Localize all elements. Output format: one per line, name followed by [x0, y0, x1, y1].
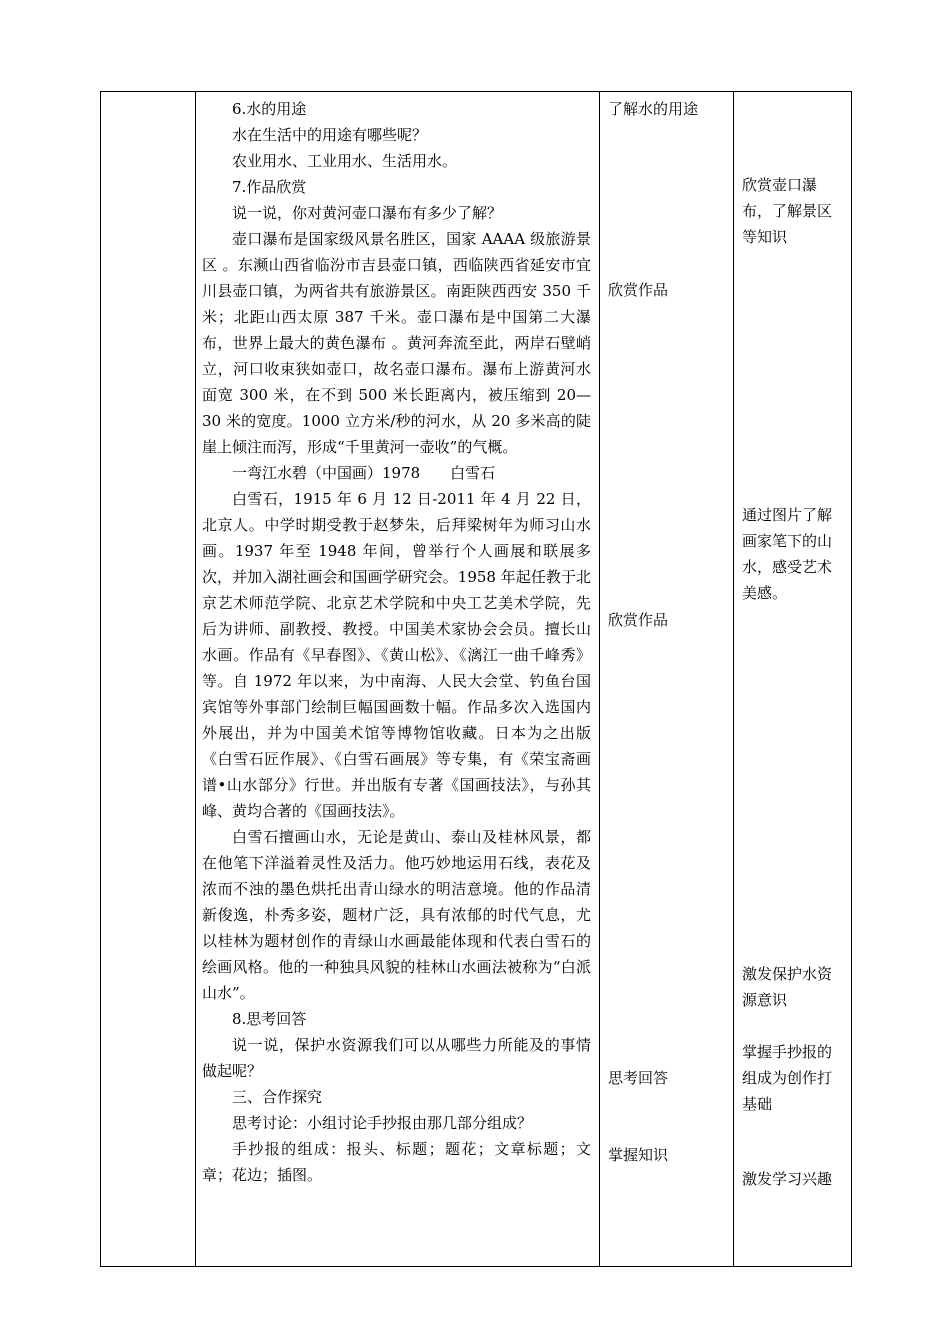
- intent-appreciate-waterfall: 欣赏壶口瀑布，了解景区等知识: [742, 176, 833, 246]
- activity-think-answer: 思考回答: [608, 1069, 669, 1087]
- teaching-content: [196, 92, 599, 1192]
- artist-style-paragraph: 白雪石擅画山水，无论是黄山、泰山及桂林风景，都在他笔下洋溢着灵性及活力。他巧妙地运用石线，表花及浓而不浊的墨色烘托出青山绿水的明洁意境。他的作品清新俊逸，朴秀多姿，题材广泛，具有浓郁的时代气息，尤以桂林为题材创作的青绿山水画最能体现和代表白雪石的绘画风格。他的一种独具风貌的桂林山水画法被称为“白派山水”。: [202, 828, 591, 1002]
- intent-newspaper-foundation: 掌握手抄报的组成为创作打基础: [742, 1043, 833, 1113]
- section-heading-think-answer: 8.思考回答: [232, 1010, 307, 1028]
- question-water-uses: 水在生活中的用途有哪些呢？: [232, 126, 428, 144]
- teaching-content-cell: [196, 92, 600, 1267]
- activity-understand-water-uses: 了解水的用途: [608, 100, 699, 118]
- intent-learning-interest: 激发学习兴趣: [742, 1170, 833, 1188]
- answer-water-uses: 农业用水、工业用水、生活用水。: [232, 152, 458, 170]
- activity-appreciate-work-1: 欣赏作品: [608, 281, 669, 299]
- hukou-waterfall-paragraph: 壶口瀑布是国家级风景名胜区，国家 AAAA 级旅游景区 。东濒山西省临汾市吉县壶口镇，西临陕西省延安市宜川县壶口镇，为两省共有旅游景区。南距陕西西安 350 千米；北距山西太原 387 千米。壶口瀑布是中国第二大瀑布，世界上最大的黄色瀑布 。黄河奔流至此，两岸石壁峭立，河口收束狭如壶口，故名壶口瀑布。瀑布上游黄河水面宽 300 米，在不到 500 米长距离内，被压缩到 20—30 米的宽度。1000 立方米/秒的河水，从 20 多米高的陡崖上倾注而泻，形成“千里黄河一壶收”的气概。: [202, 230, 591, 456]
- student-activity-cell: [600, 92, 734, 1267]
- intent-water-protection-awareness: 激发保护水资源意识: [742, 965, 833, 1009]
- artwork-title: 一弯江水碧（中国画）1978 白雪石: [232, 464, 496, 482]
- activity-appreciate-work-2: 欣赏作品: [608, 611, 669, 629]
- question-protect-water: 说一说，保护水资源我们可以从哪些力所能及的事情做起呢？: [202, 1036, 591, 1080]
- handwritten-newspaper-components: 手抄报的组成：报头、标题；题花；文章标题；文章；花边；插图。: [202, 1140, 591, 1184]
- section-heading-water-uses: 6.水的用途: [232, 100, 307, 118]
- discussion-question: 思考讨论：小组讨论手抄报由那几部分组成？: [232, 1114, 533, 1132]
- section-heading-artwork-appreciation: 7.作品欣赏: [232, 178, 307, 196]
- question-hukou-waterfall: 说一说，你对黄河壶口瀑布有多少了解？: [232, 204, 503, 222]
- empty-left-cell: [101, 92, 196, 1267]
- lesson-plan-table: [100, 91, 852, 1267]
- artist-bio-paragraph: 白雪石，1915 年 6 月 12 日-2011 年 4 月 22 日，北京人。中学时期受教于赵梦朱，后拜梁树年为师习山水画。1937 年至 1948 年间，曾举行个人画展和联展多次，并加入湖社画会和国画学研究会。1958 年起任教于北京艺术师范学院、北京艺术学院和中央工艺美术学院，先后为讲师、副教授、教授。中国美术家协会会员。擅长山水画。作品有《早春图》、《黄山松》、《漓江一曲千峰秀》等。自 1972 年以来，为中南海、人民大会堂、钓鱼台国宾馆等外事部门绘制巨幅国画数十幅。作品多次入选国内外展出，并为中国美术馆等博物馆收藏。日本为之出版《白雪石匠作展》、《白雪石画展》等专集，有《荣宝斋画谱•山水部分》行世。并出版有专著《国画技法》，与孙其峰、黄均合著的《国画技法》。: [202, 490, 591, 820]
- section-heading-cooperative-exploration: 三、合作探究: [232, 1088, 323, 1106]
- design-intent-cell: [734, 92, 852, 1267]
- intent-feel-art-beauty: 通过图片了解画家笔下的山水，感受艺术美感。: [742, 506, 833, 602]
- activity-master-knowledge: 掌握知识: [608, 1146, 669, 1164]
- table-row: [101, 92, 852, 1267]
